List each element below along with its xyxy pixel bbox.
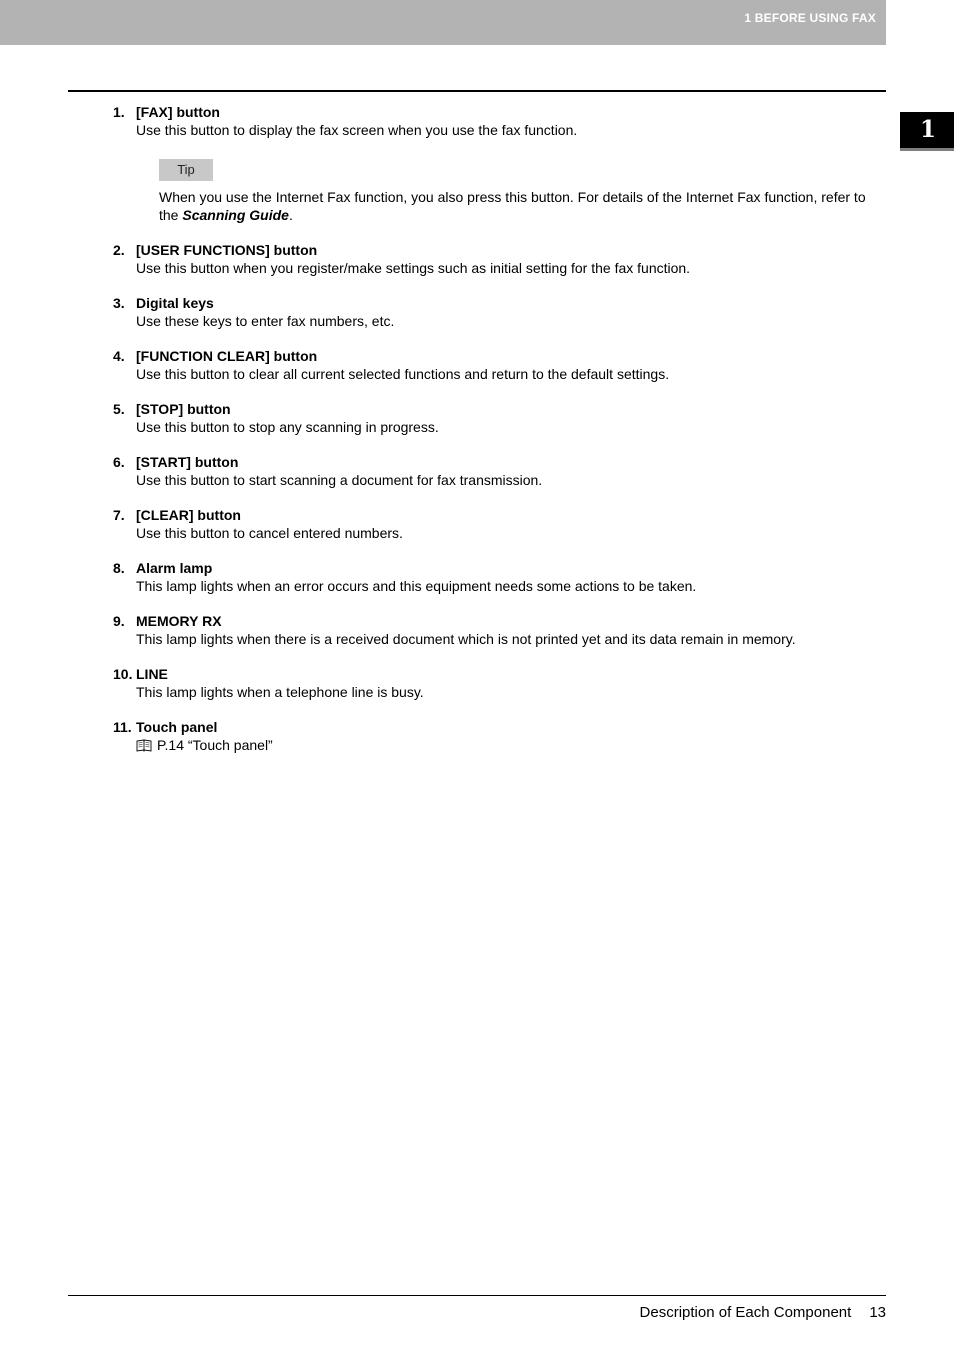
item-number: 9.	[113, 613, 125, 629]
item-title: MEMORY RX	[136, 613, 222, 629]
item-number: 4.	[113, 348, 125, 364]
scanning-guide-reference: Scanning Guide	[182, 207, 289, 223]
item-title: [FUNCTION CLEAR] button	[136, 348, 318, 364]
tip-label: Tip	[159, 159, 213, 181]
header-bar	[0, 0, 886, 45]
item-description: Use this button to start scanning a document for fax transmission.	[136, 471, 543, 488]
list-item	[113, 401, 888, 436]
component-list	[113, 104, 888, 772]
item-number: 5.	[113, 401, 125, 417]
bottom-divider	[68, 1295, 886, 1296]
tip-block	[113, 159, 888, 224]
item-description: Use this button to clear all current selected functions and return to the default settings.	[136, 365, 670, 382]
list-item	[113, 242, 888, 277]
item-description: Use this button to stop any scanning in progress.	[136, 418, 439, 435]
list-item	[113, 666, 888, 701]
item-number: 1.	[113, 104, 125, 120]
item-title: [FAX] button	[136, 104, 220, 120]
item-number: 3.	[113, 295, 125, 311]
list-item	[113, 507, 888, 542]
item-title: [CLEAR] button	[136, 507, 241, 523]
item-title: Digital keys	[136, 295, 214, 311]
item-description: Use this button to display the fax screen when you use the fax function.	[136, 121, 578, 138]
chapter-number: 1	[920, 116, 937, 143]
item-number: 6.	[113, 454, 125, 470]
item-description: Use this button to cancel entered numbers.	[136, 524, 403, 541]
list-item	[113, 560, 888, 595]
list-item	[113, 104, 888, 224]
list-item	[113, 454, 888, 489]
item-title: Touch panel	[136, 719, 218, 735]
reference-text: P.14 “Touch panel”	[157, 736, 273, 753]
item-number: 8.	[113, 560, 125, 576]
chapter-tab[interactable]	[900, 112, 954, 151]
list-item	[113, 295, 888, 330]
item-description: This lamp lights when a telephone line is busy.	[136, 683, 424, 700]
item-title: [STOP] button	[136, 401, 231, 417]
footer-section-title: Description of Each Component	[639, 1304, 852, 1321]
item-number: 7.	[113, 507, 125, 523]
item-title: Alarm lamp	[136, 560, 213, 576]
chapter-title: 1 BEFORE USING FAX	[744, 11, 876, 25]
list-item	[113, 719, 888, 754]
item-title: LINE	[136, 666, 168, 682]
footer	[640, 1304, 886, 1321]
item-description: This lamp lights when an error occurs and this equipment needs some actions to be taken.	[136, 577, 697, 594]
item-number: 2.	[113, 242, 125, 258]
item-description: This lamp lights when there is a received document which is not printed yet and its data remain in memory.	[136, 630, 796, 647]
item-title: [USER FUNCTIONS] button	[136, 242, 318, 258]
item-number: 11.	[113, 719, 132, 735]
item-description: Use these keys to enter fax numbers, etc.	[136, 312, 395, 329]
tip-text: When you use the Internet Fax function, you also press this button. For details of the Internet Fax function, refer to the Scanning Guide.	[159, 189, 866, 223]
book-icon	[136, 739, 152, 752]
list-item	[113, 348, 888, 383]
touch-panel-reference[interactable]	[113, 737, 888, 755]
item-description: Use this button when you register/make settings such as initial setting for the fax function.	[136, 259, 691, 276]
item-number: 10.	[113, 666, 133, 682]
top-divider	[68, 90, 886, 92]
page-number: 13	[869, 1304, 886, 1321]
item-title: [START] button	[136, 454, 239, 470]
list-item	[113, 613, 888, 648]
